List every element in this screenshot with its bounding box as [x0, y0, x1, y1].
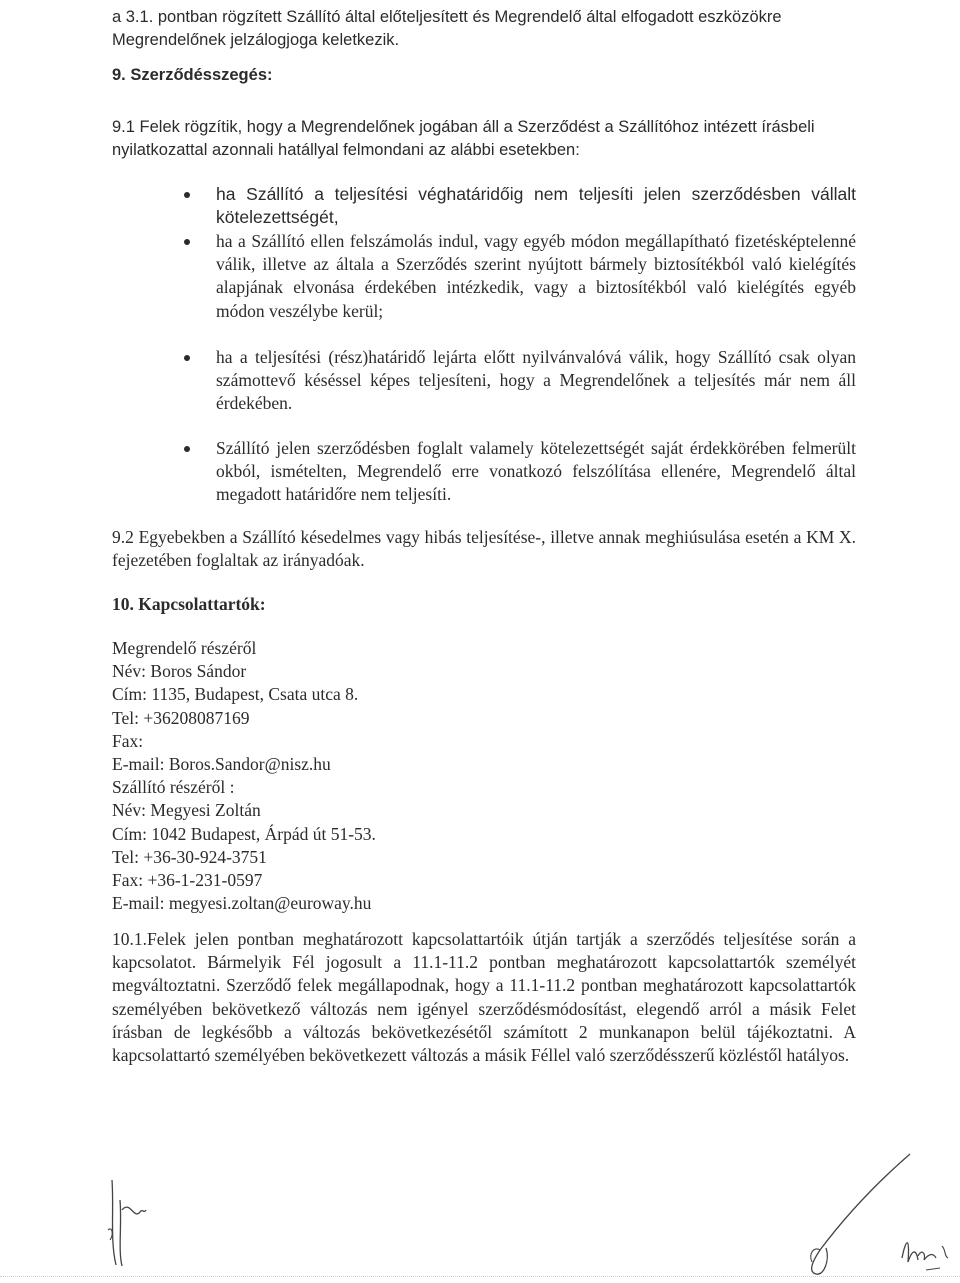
intro-paragraph: a 3.1. pontban rögzített Szállító által előteljesített és Megrendelő által elfogadott eszközökre Megrendelőnek jelzálogjoga keletkezik. [112, 8, 782, 50]
list-item-text: Szállító jelen szerződésben foglalt valamely kötelezettségét saját érdekkörében felmerült okból, ismételten, Megrendelő erre vonatkozó felszólítása ellenére, Megrendelő által megadott határidőre nem teljesíti. [216, 438, 856, 505]
initials-signature-left [100, 1170, 160, 1270]
szallito-title: Szállító részéről : [112, 777, 235, 798]
szallito-fax: Fax: +36-1-231-0597 [112, 870, 263, 891]
megrendelo-address: Cím: 1135, Budapest, Csata utca 8. [112, 684, 359, 705]
list-item-text: ha a Szállító ellen felszámolás indul, vagy egyéb módon megállapítható fizetésképtelenné válik, illetve az általa a Szerződés szerint nyújtott bármely biztosítékból való kielégítés alapjának elvonása érdekében intézkedik, vagy a biztosítékból való kielégítés egyéb módon veszélybe kerül; [216, 231, 856, 321]
contacts-block [112, 637, 612, 915]
section-9-2-paragraph: 9.2 Egyebekben a Szállító késedelmes vagy hibás teljesítése-, illetve annak meghiúsulása esetén a KM X. fejezetében foglaltak az irányadóak. [112, 527, 856, 571]
szallito-name: Név: Megyesi Zoltán [112, 800, 261, 821]
section-10-1-paragraph: 10.1.Felek jelen pontban meghatározott kapcsolattartóik útján tartják a szerződés teljesítése során a kapcsolatot. Bármelyik Fél jogosult a 11.1-11.2 pontban meghatározott kapcsolattartók személyét megváltoztatni. Szerződő felek megállapodnak, hogy a 11.1-11.2 pontban meghatározott kapcsolattartók személyében bekövetkező változás nem igényel szerződésmódosítást, elegendő arról a másik Felet írásban de legkésőbb a változás bekövetkezésétől számított 2 munkanapon belül tájékoztatni. A kapcsolattartó személyében bekövetkezett változás a másik Féllel való szerződésszerű közléstől hatályos. [112, 929, 856, 1066]
bullet-icon [184, 239, 190, 245]
list-item-text: ha a teljesítési (rész)határidő lejárta előtt nyilvánvalóvá válik, hogy Szállító csak olyan számottevő késéssel képes teljesíteni, hogy a Megrendelőnek a teljesítés már nem áll érdekében. [216, 347, 856, 414]
megrendelo-tel: Tel: +36208087169 [112, 707, 250, 728]
page-bottom-edge [0, 1276, 960, 1278]
section-9-heading: 9. Szerződésszegés: [112, 66, 273, 84]
szallito-email: E-mail: megyesi.zoltan@euroway.hu [112, 893, 372, 914]
bullet-icon [184, 355, 190, 361]
megrendelo-title: Megrendelő részéről [112, 638, 257, 658]
megrendelo-fax: Fax: [112, 730, 144, 751]
bullet-icon [184, 446, 190, 452]
initials-signature-right [896, 1228, 956, 1273]
szallito-address: Cím: 1042 Budapest, Árpád út 51-53. [112, 823, 376, 844]
section-10-heading: 10. Kapcsolattartók: [112, 594, 266, 614]
megrendelo-email: E-mail: Boros.Sandor@nisz.hu [112, 754, 331, 775]
szallito-tel: Tel: +36-30-924-3751 [112, 846, 267, 867]
megrendelo-name: Név: Boros Sándor [112, 661, 247, 682]
section-9-1-paragraph: 9.1 Felek rögzítik, hogy a Megrendelőnek jogában áll a Szerződést a Szállítóhoz intézett írásbeli nyilatkozattal azonnali hatállyal felmondani az alábbi esetekben: [112, 118, 815, 160]
list-item-text: ha Szállító a teljesítési véghatáridőig nem teljesíti jelen szerződésben vállalt kötelezettségét, [216, 184, 856, 228]
bullet-icon [184, 192, 190, 198]
